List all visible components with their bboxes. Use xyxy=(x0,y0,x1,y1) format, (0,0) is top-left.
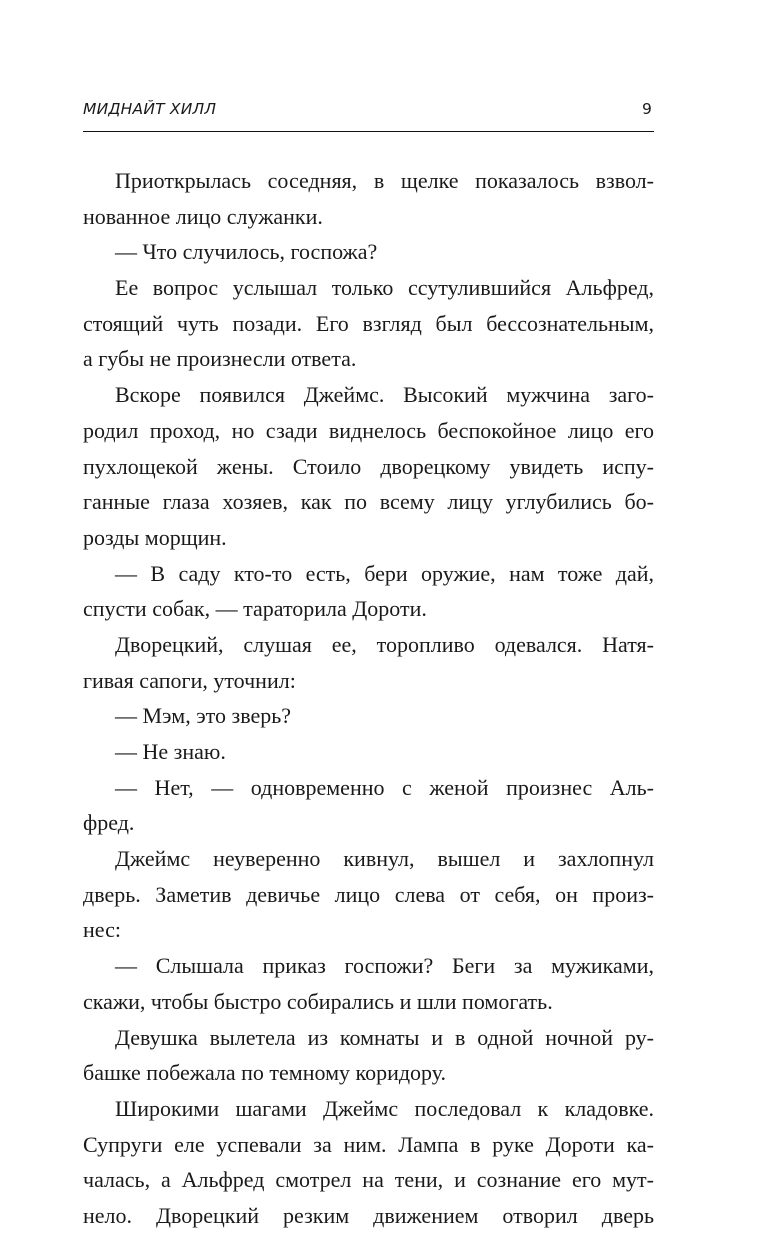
running-title: МИДНАЙТ ХИЛЛ xyxy=(83,100,217,118)
text-line: — Мэм, это зверь? xyxy=(115,703,292,729)
text-line: чалась, а Альфред смотрел на тени, и сознание его мут- xyxy=(83,1167,654,1193)
text-line: стоящий чуть позади. Его взгляд был бессознательным, xyxy=(83,310,654,336)
running-header xyxy=(83,100,654,124)
text-line: Приоткрылась соседняя, в щелке показалось взвол- xyxy=(115,168,654,193)
text-line: — Нет, — одновременно с женой произнес Аль- xyxy=(115,774,654,800)
text-line: башке побежала по темному коридору. xyxy=(83,1060,447,1086)
text-line: скажи, чтобы быстро собирались и шли помогать. xyxy=(83,988,553,1014)
text-line: Девушка вылетела из комнаты и в одной ночной ру- xyxy=(115,1024,654,1050)
text-line: фред. xyxy=(83,810,135,836)
text-line: — Слышала приказ госпожи? Беги за мужиками, xyxy=(115,953,654,979)
header-rule xyxy=(83,131,654,132)
text-line: Супруги еле успевали за ним. Лампа в руке Дороти ка- xyxy=(83,1131,654,1157)
text-line: нес: xyxy=(83,917,121,943)
text-line: спусти собак, — тараторила Дороти. xyxy=(83,596,427,622)
text-line: Ее вопрос услышал только ссутулившийся Альфред, xyxy=(115,275,654,301)
text-line: Дворецкий, слушая ее, торопливо одевался. Натя- xyxy=(115,631,654,657)
text-line: — В саду кто-то есть, бери оружие, нам тоже дай, xyxy=(115,560,654,586)
page-number: 9 xyxy=(641,100,652,118)
text-line: Широкими шагами Джеймс последовал к кладовке. xyxy=(115,1095,654,1121)
text-line: розды морщин. xyxy=(83,524,227,550)
text-line: — Не знаю. xyxy=(115,739,226,764)
text-line: родил проход, но сзади виднелось беспокойное лицо его xyxy=(83,417,654,443)
text-line: гивая сапоги, уточнил: xyxy=(83,667,296,693)
text-line: дверь. Заметив девичье лицо слева от себя, он произ- xyxy=(83,881,654,907)
text-line: Вскоре появился Джеймс. Высокий мужчина заго- xyxy=(115,382,654,408)
text-line: нело. Дворецкий резким движением отворил дверь xyxy=(83,1202,654,1228)
text-line: пухлощекой жены. Стоило дворецкому увидеть испу- xyxy=(83,453,654,479)
text-line: Джеймс неуверенно кивнул, вышел и захлопнул xyxy=(115,846,654,872)
text-line: — Что случилось, госпожа? xyxy=(115,239,378,265)
text-line: ганные глаза хозяев, как по всему лицу углубились бо- xyxy=(83,489,654,515)
text-line: нованное лицо служанки. xyxy=(83,203,323,229)
text-line: а губы не произнесли ответа. xyxy=(83,346,357,372)
body-text xyxy=(83,163,654,1234)
